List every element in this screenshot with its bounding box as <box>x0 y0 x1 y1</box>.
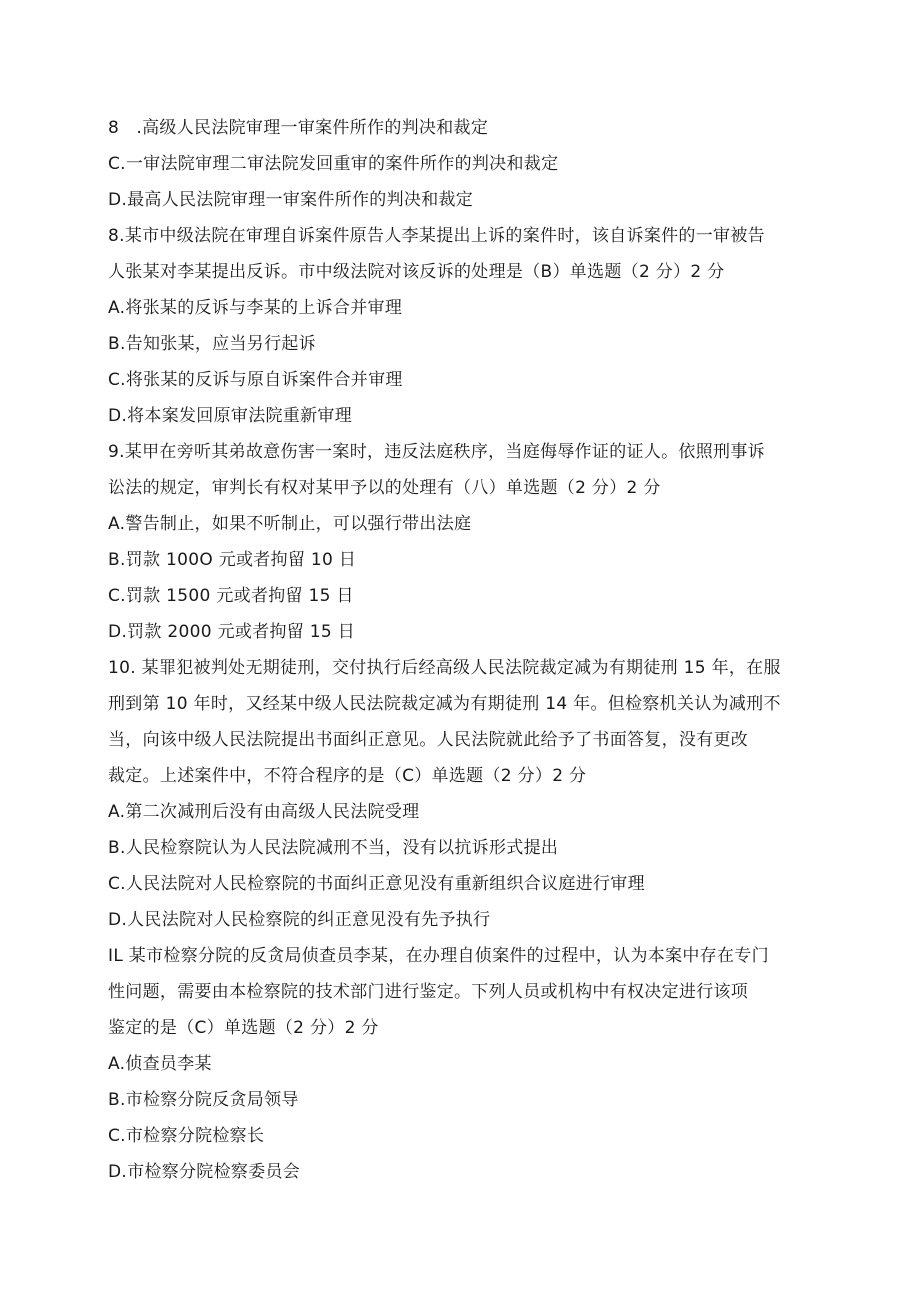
option-a-q9: A.警告制止，如果不听制止，可以强行带出法庭 <box>108 514 472 534</box>
option-c-q7: C.一审法院审理二审法院发回重审的案件所作的判决和裁定 <box>108 154 559 174</box>
option-a-q10: A.第二次减刑后没有由高级人民法院受理 <box>108 802 420 822</box>
question-11-line-1: IL 某市检察分院的反贪局侦查员李某，在办理自侦案件的过程中，认为本案中存在专门 <box>108 946 769 966</box>
option-c-q10: C.人民法院对人民检察院的书面纠正意见没有重新组织合议庭进行审理 <box>108 874 645 894</box>
option-c-q11: C.市检察分院检察长 <box>108 1126 265 1146</box>
option-b-q11: B.市检察分院反贪局领导 <box>108 1090 299 1110</box>
option-d-q8: D.将本案发回原审法院重新审理 <box>108 406 352 426</box>
option-a-q8: A.将张某的反诉与李某的上诉合并审理 <box>108 298 403 318</box>
question-10-line-4: 裁定。上述案件中，不符合程序的是（C）单选题（2 分）2 分 <box>108 766 587 786</box>
question-11-line-2: 性问题，需要由本检察院的技术部门进行鉴定。下列人员或机构中有权决定进行该项 <box>108 982 749 1002</box>
option-b-q9: B.罚款 100O 元或者拘留 10 日 <box>108 550 357 570</box>
option-b-q10: B.人民检察院认为人民法院减刑不当，没有以抗诉形式提出 <box>108 838 559 858</box>
document-content <box>108 110 814 1190</box>
question-10-line-2: 刑到第 10 年时，又经某中级人民法院裁定减为有期徒刑 14 年。但检察机关认为减刑不 <box>108 694 781 714</box>
option-d-q9: D.罚款 2000 元或者拘留 15 日 <box>108 622 356 642</box>
option-b-q8: B.告知张某，应当另行起诉 <box>108 334 316 354</box>
option-d-q10: D.人民法院对人民检察院的纠正意见没有先予执行 <box>108 910 491 930</box>
option-c-q8: C.将张某的反诉与原自诉案件合并审理 <box>108 370 403 390</box>
question-9-line-1: 9.某甲在旁听其弟故意伤害一案时，违反法庭秩序，当庭侮辱作证的证人。依照刑事诉 <box>108 442 765 462</box>
option-c-q9: C.罚款 1500 元或者拘留 15 日 <box>108 586 354 606</box>
option-a-q11: A.侦查员李某 <box>108 1054 212 1074</box>
question-11-line-3: 鉴定的是（C）单选题（2 分）2 分 <box>108 1018 379 1038</box>
option-b-q7: 8 .高级人民法院审理一审案件所作的判决和裁定 <box>108 118 489 138</box>
question-10-line-3: 当，向该中级人民法院提出书面纠正意见。人民法院就此给予了书面答复，没有更改 <box>108 730 749 750</box>
option-d-q7: D.最高人民法院审理一审案件所作的判决和裁定 <box>108 190 474 210</box>
question-9-line-2: 讼法的规定，审判长有权对某甲予以的处理有（八）单选题（2 分）2 分 <box>108 478 661 498</box>
option-d-q11: D.市检察分院检察委员会 <box>108 1162 301 1182</box>
question-8-line-1: 8.某市中级法院在审理自诉案件原告人李某提出上诉的案件时，该自诉案件的一审被告 <box>108 226 765 246</box>
question-10-line-1: 10. 某罪犯被判处无期徒刑，交付执行后经高级人民法院裁定减为有期徒刑 15 年，在服 <box>108 658 781 678</box>
question-8-line-2: 人张某对李某提出反诉。市中级法院对该反诉的处理是（B）单选题（2 分）2 分 <box>108 262 725 282</box>
